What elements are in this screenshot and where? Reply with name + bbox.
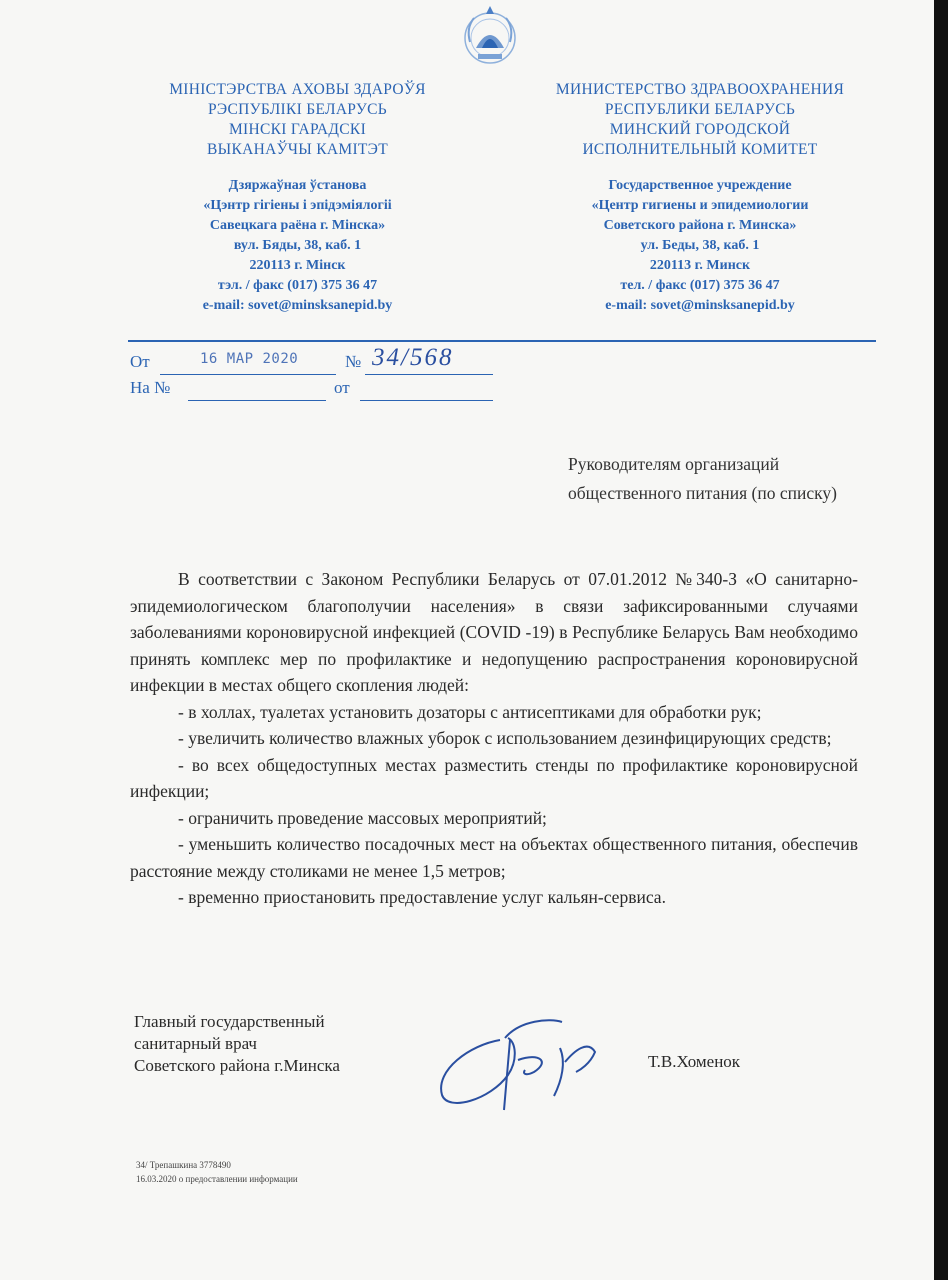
letterhead-belarusian [125,80,470,316]
body-bullet: - ограничить проведение массовых мероприятий; [178,807,547,828]
ministry-name-be: МІНІСТЭРСТВА АХОВЫ ЗДАРОЎЯ РЭСПУБЛІКІ БЕЛАРУСЬ МІНСКІ ГАРАДСКІ ВЫКАНАЎЧЫ КАМІТЭТ [169,81,426,158]
email-ru: e-mail: sovet@minsksanepid.by [605,298,795,313]
incoming-number-line [188,380,326,401]
body-paragraph: В соответствии с Законом Республики Беларусь от 07.01.2012 №340-З «О санитарно-эпидемиологическом благополучии населения» в связи зафиксированными случаями заболеваниями короновирусной инфекцией (COVID -19) в Республике Беларусь Вам необходимо принять комплекс мер по профилактике и недопущению распространения короновирусной инфекции в местах общего скопления людей: [130,569,858,695]
incoming-number-label: На № [130,378,171,397]
date-stamp: 16 МАР 2020 [200,351,299,367]
number-label: № [345,352,362,371]
addressee: Руководителям организаций общественного питания (по списку) [568,454,837,503]
executor-line: 34/ Трепашкина 3778490 [136,1160,231,1170]
executor-note [136,1158,298,1186]
body-bullet: - временно приостановить предоставление услуг кальян-сервиса. [178,887,666,907]
incoming-date-line [360,380,493,401]
incoming-date-label: от [334,378,350,397]
executor-date-line: 16.03.2020 о предоставлении информации [136,1174,298,1184]
body-bullet: - в холлах, туалетах установить дозаторы с антисептиками для обработки рук; [178,701,762,722]
body-bullet: - во всех общедоступных местах разместить стенды по профилактике короновирусной инфекции; [130,754,858,801]
letterhead-russian [520,80,880,316]
institution-block-be: Дзяржаўная ўстанова «Цэнтр гігіены і эпідэміялогіі Савецкага раёна г. Мінска» вул. Бяды, 38, каб. 1 220113 г. Мінск тэл. / факс (017) 375 36 47 e-mail: sovet@minsksanepid.by [125,176,470,316]
letterhead-divider [128,340,876,342]
body-bullet: - увеличить количество влажных уборок с использованием дезинфицирующих средств; [178,728,832,748]
letter-body [130,566,858,911]
outgoing-number: 34/568 [372,344,454,371]
from-label: От [130,352,150,371]
body-bullet: - уменьшить количество посадочных мест на объектах общественного питания, обеспечив расстояние между столиками не менее 1,5 метров; [130,834,858,881]
belarus-coat-of-arms-icon [460,2,520,72]
email-be: e-mail: sovet@minsksanepid.by [202,298,393,313]
signer-name: Т.В.Хоменок [648,1052,741,1071]
handwritten-signature [430,1000,610,1130]
institution-block-ru: Государственное учреждение «Центр гигиены и эпидемиологии Советского района г. Минска» ул. Беды, 38, каб. 1 220113 г. Минск тел. / факс (017) 375 36 47 e-mail: sovet@minsksanepid.by [520,176,880,316]
ministry-name-ru: МИНИСТЕРСТВО ЗДРАВООХРАНЕНИЯ РЕСПУБЛИКИ БЕЛАРУСЬ МИНСКИЙ ГОРОДСКОЙ ИСПОЛНИТЕЛЬНЫЙ КОМИТЕТ [555,81,845,158]
scan-edge [934,0,948,1280]
signer-title: Главный государственный санитарный врач Советского района г.Минска [134,1012,340,1075]
